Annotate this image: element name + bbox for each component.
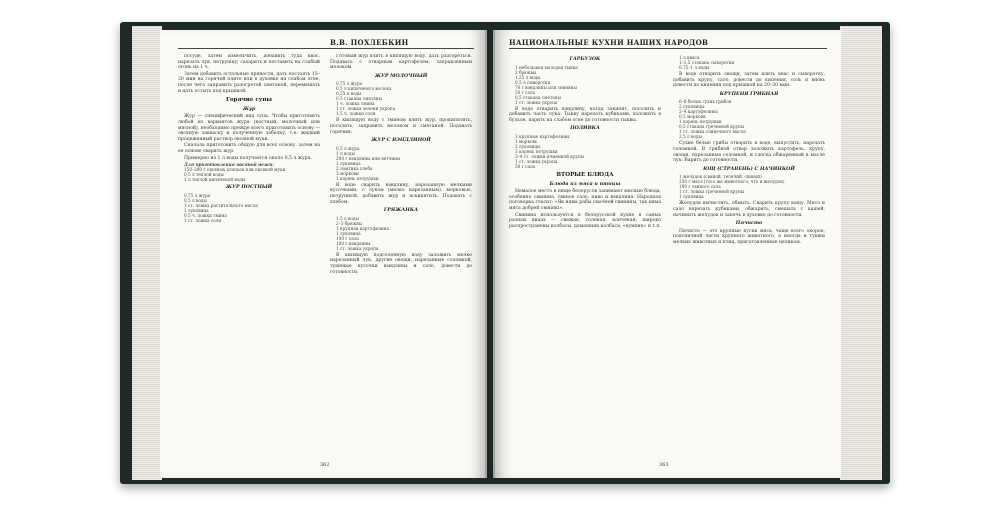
right-page-header: НАЦИОНАЛЬНЫЕ КУХНИ НАШИХ НАРОДОВ: [509, 38, 709, 47]
ingredient-item: 2,5 л воды: [679, 134, 702, 140]
recipe-title: ЮЩ (СТРАВЕНЬ) С НАЧИНКОЙ: [703, 165, 795, 172]
body-paragraph: В воде отварить овощи, затем влить квас и сыворотку, добавить крупу, сало, довести до кипения, соль и вновь довести до кипения под крышкой на 20–30 мин.: [673, 72, 825, 89]
left-header-rule: [178, 48, 474, 49]
ingredient-item: 1 ст. ложка соли: [184, 217, 222, 223]
body-paragraph: Немалое место в пище белорусов занимают мясные блюда, особенно свинина, свиное сало, пиво и вэндлина. Народная поговорка гласит: «Як няма рабы смачней свинины, так няма мяса добрей свінінкі».: [509, 189, 661, 211]
ingredient-item: 1 ст. ложка укропа: [515, 99, 558, 105]
ingredient-item: 1 л кваса: [679, 55, 700, 60]
intro-paragraph-1: посуде, затем измельчить, добавить туда квас, нарезать лук, петрушку; сахарить и поставить на слабый огонь на 1 ч.: [178, 54, 320, 71]
ingredient-item: 0,25 л воды: [336, 91, 362, 97]
ingredient-item: 1 желудок (свиной, телячий, свиной): [679, 174, 762, 180]
ingredient-item: 1 л теплой кипяченой воды: [184, 177, 246, 183]
ingredient-item: 100 г сала: [336, 235, 359, 241]
ingredient-item: 2 ломтика хлеба: [336, 165, 373, 171]
ingredient-item: 1 ст. ложка растительного масла: [184, 202, 258, 208]
right-page-number: 363: [659, 462, 669, 468]
section-title-hot-soups: Горячие супы: [225, 97, 273, 104]
ingredient-item: 1,25 л воды: [515, 74, 541, 80]
section-title-main-courses: ВТОРЫЕ БЛЮДА: [556, 171, 614, 178]
body-paragraph: Пячисто — это крупные куски мяса, чаще всего окорок, поясничной части крупного животного, а иногда и тушки мелких животных и птиц, приготовленные целиком.: [673, 228, 825, 245]
ingredient-item: 1 луковица: [184, 207, 209, 213]
ingredient-item: 0,5 моркови: [679, 114, 706, 120]
ingredient-item: 1 луковица: [336, 230, 361, 236]
ingredients-title: Для приготовления овсяной нежи:: [184, 162, 274, 168]
ingredient-item: 0,5 л жура: [336, 145, 360, 151]
ingredient-item: 250 г мяса (того же животного, что и желудок): [679, 179, 785, 185]
ingredient-item: 2–4 картофелины: [679, 109, 718, 115]
left-column-1: [178, 54, 320, 462]
right-column-2: [673, 54, 825, 462]
left-page-header: В.В. ПОХЛЕБКИН: [330, 38, 409, 47]
body-paragraph: В воде сварить вэндлину, нарезанную мелкими кусочками, с луком (мелко нарезанным), морковью, петрушкой, добавить жур и вскипятить. Подавать с хлебом.: [330, 182, 472, 205]
body-paragraph: Сухие белые грибы отварить в воде, выпустить, нарезать соломкой. В грибной отвар заложить картофель, крупу, овощи, нарезанные соломкой, и слегка обжаренный в масле лук. Варить до готовности.: [673, 141, 825, 164]
ingredient-item: 1,5 ч. ложки соли: [336, 111, 376, 117]
body-paragraph: Сначала приготовить общую для всех основу, затем на ее основе сварить жур.: [178, 143, 320, 154]
ingredient-item: 0,5 стакана гречневой крупы: [679, 124, 745, 130]
ingredient-item: 100 г свиного сала: [679, 184, 721, 190]
ingredient-item: 1 луковица: [679, 194, 704, 200]
ingredient-item: 1 морковь: [515, 138, 538, 144]
recipe-ingredients: [336, 81, 472, 116]
left-page-edge: [132, 26, 162, 480]
body-paragraph: Готовый жур влить в кипящую воду, дать разгореться. Подавать с отварным картофелем, заправленным молоком.: [330, 54, 472, 71]
ingredient-item: 1 крупная картофелина: [336, 225, 389, 231]
body-paragraph: Свинина используется в белорусской кухне в самых разных видах — свежая, соленая, копченая; широко распространены колбасы, домашняя колбаса, «кумпяк» и т.п.: [509, 212, 661, 229]
ingredient-item: 1 небольшая молодая тыква: [515, 64, 578, 70]
body-paragraph: Примерно из 1 л воды получается около 0,5 л жура.: [184, 155, 312, 161]
right-page-edge: [840, 26, 882, 480]
ingredient-item: 2–3 брюквы: [336, 220, 362, 226]
body-paragraph: В кипящую воду с тмином влить жур, прокипятить, посолить, заправить молоком и сметаной. Подавать горячим.: [330, 118, 472, 135]
ingredient-item: 1 ч. ложка тмина: [336, 101, 375, 107]
ingredient-item: 2 луковицы: [679, 104, 705, 110]
recipe-title: ЖУР МОЛОЧНЫЙ: [374, 72, 428, 79]
ingredient-item: 1 ст. ложка укропа: [515, 158, 558, 164]
ingredient-item: 3 моркови: [336, 170, 359, 176]
ingredient-item: 0,5 л теплой воды: [184, 172, 224, 178]
recipe-ingredients: [336, 216, 472, 251]
recipe-ingredients: [679, 55, 825, 70]
ingredient-item: 0,75–1 л воды: [679, 65, 710, 70]
ingredient-item: 150–200 г овсяных хлопьев или овсяной муки: [184, 167, 286, 173]
recipe-title: ПОЛИВКА: [570, 125, 600, 132]
ingredient-item: 0,5 л сыворотки: [515, 79, 551, 85]
recipe-ingredients: [515, 134, 661, 169]
ingredient-item: 70 г вэндлины или свинины: [515, 84, 577, 90]
ingredient-item: 1 л воды: [336, 150, 355, 156]
recipe-ingredients: [679, 174, 825, 199]
ingredient-item: 3–4 ст. ложки ячменной крупы: [515, 153, 585, 159]
ingredient-item: 200 г вэндлины или ветчины: [336, 155, 401, 161]
ingredients-block: [184, 162, 320, 182]
recipe-title: ЖУР С ВЭНДЛИНОЙ: [371, 137, 431, 144]
ingredient-item: 1 корень петрушки: [336, 175, 379, 181]
body-paragraph: В воде отварить вэндлину, когда закипит, посолить и добавить часть лука. Тыкву нарезать кубиками, заложить в бульон, варить на слабом огне до готовности тыквы.: [509, 106, 661, 123]
ingredient-item: 0,5 ч. ложки тмина: [184, 212, 227, 218]
ingredient-item: 6–8 белых сухих грибов: [679, 99, 732, 105]
right-header-rule: [509, 48, 827, 49]
ingredient-item: 2 брюквы: [515, 69, 537, 75]
recipe-title: ГАРБУЗОК: [569, 56, 601, 62]
ingredient-item: 0,5 л воды: [184, 197, 207, 203]
ingredient-item: 100 г вэндлины: [336, 240, 371, 246]
right-page: [493, 30, 841, 478]
body-paragraph: Желудок вычистить, обмыть. Сварить крупу кашу. Мясо и сало нарезать кубиками, обжарить, смешать с кашей, начинить желудок и запечь в духовке до готовности.: [673, 201, 825, 218]
body-paragraph: Жур — специфический вид супа. Чтобы приготовить любой из вариантов жура (постный, молочный или мясной), необходимо прежде всего приготовить основу — овсяную закваску и полученную забелку, т.е. жидкий процеженный раствор овсяной муки.: [178, 114, 320, 142]
ingredient-item: 1,5 л воды: [336, 215, 359, 221]
ingredient-item: 1–1,5 стакана сыворотки: [679, 60, 735, 65]
left-page: [160, 30, 487, 478]
ingredient-item: 1 ст. ложка сливочного масла: [679, 129, 746, 135]
ingredient-item: 1 луковица: [336, 160, 361, 166]
recipe-title: ЖУР ПОСТНЫЙ: [225, 184, 273, 191]
ingredient-item: 0,5 стакана сметаны: [336, 96, 382, 102]
recipe-ingredients: [336, 146, 472, 181]
body-paragraph: В кипящую подсоленную воду заложить мелко нарезанный лук, другие овощи, нарезанные соломкой, тушеные кусочки вэндлины и сало, довести до готовности.: [330, 252, 472, 275]
right-column-1: [509, 54, 661, 462]
left-page-number: 362: [320, 462, 330, 468]
ingredient-item: 1 ст. ложка гречневой крупы: [679, 189, 745, 195]
ingredient-item: 0,5 л кипяченого молока: [336, 86, 392, 92]
book-spine-shadow: [485, 30, 495, 478]
ingredient-item: 0,75 л жура: [336, 81, 363, 87]
intro-paragraph-2: Затем добавить остальные пряности, дать постоять 15–20 мин на горячей плите или в духовке на слабом огне, после чего заправить разогретой сметаной, перемешать и дать остыть под крышкой.: [178, 71, 320, 94]
ingredient-item: 1 ст. ложка зелени укропа: [336, 106, 396, 112]
recipe-title: ГРЯЖАНКА: [383, 207, 419, 214]
ingredient-item: 1 ст. ложка укропа: [336, 245, 379, 251]
recipe-ingredients: [184, 193, 320, 223]
ingredient-item: 0,75 л жура: [184, 192, 211, 198]
recipe-ingredients: [515, 65, 661, 105]
recipe-ingredients: [679, 99, 825, 139]
ingredient-item: 0,5 стакана сметаны: [515, 94, 561, 100]
ingredient-item: 1 корень петрушки: [515, 148, 558, 154]
ingredient-item: 2 луковицы: [515, 143, 541, 149]
ingredient-item: 3 крупные картофелины: [515, 133, 570, 139]
recipe-title: Пячисто: [735, 220, 763, 227]
subsection-title-meat: Блюда из мяса и птицы: [549, 180, 621, 187]
ingredient-item: 1 корень петрушки: [679, 119, 722, 125]
ingredient-item: 50 г сала: [515, 163, 536, 169]
subsection-title-zhur: Жур: [242, 105, 256, 112]
ingredient-item: 50 г сала: [515, 89, 536, 95]
recipe-title: КРУПЕНЯ ГРИБНАЯ: [719, 90, 779, 97]
left-column-2: [330, 54, 472, 462]
